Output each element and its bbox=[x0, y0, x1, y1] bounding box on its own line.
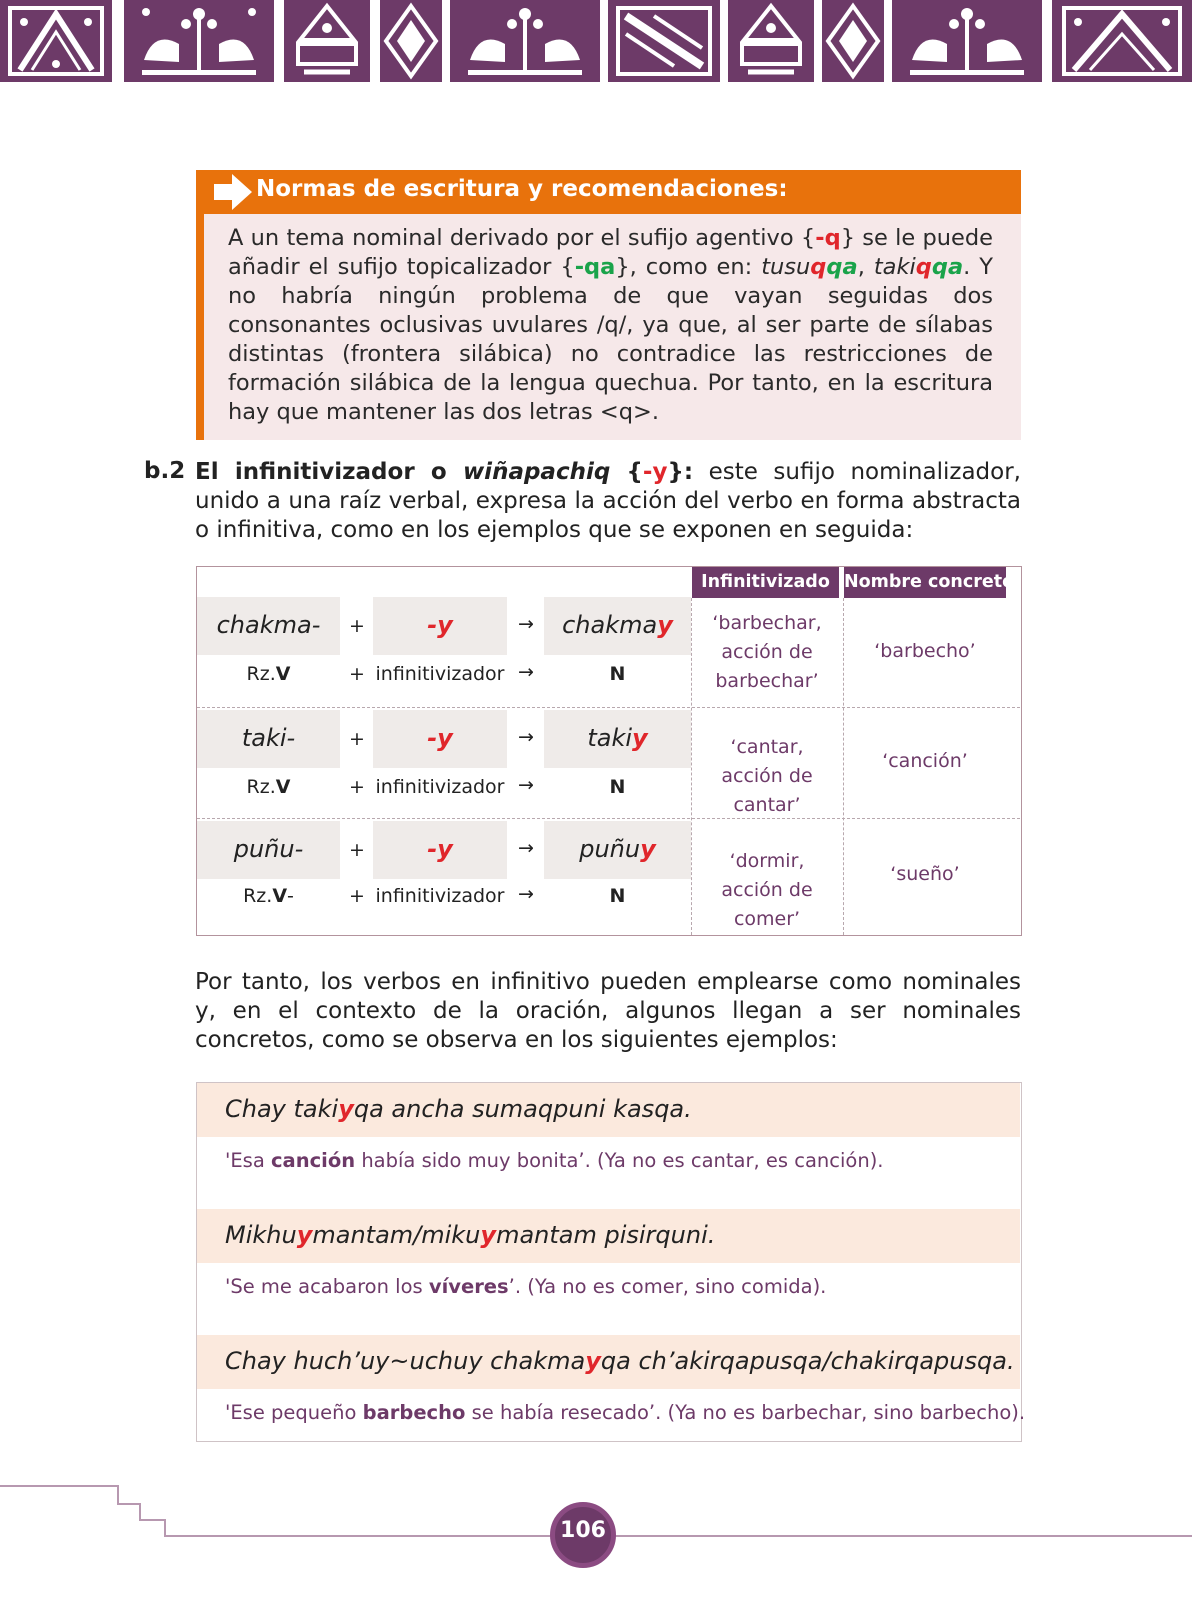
concrete-gloss: ‘barbecho’ bbox=[874, 640, 976, 662]
plus-sign: + bbox=[349, 776, 365, 798]
examples-box bbox=[196, 1082, 1026, 1442]
example-sentence: Mikhuymantam/mikuymantam pisirquni. bbox=[225, 1221, 716, 1249]
result-word: puñuy bbox=[579, 835, 656, 863]
column-divider bbox=[691, 598, 692, 935]
arrow-icon: → bbox=[518, 837, 534, 859]
temple-icon bbox=[284, 0, 370, 82]
example-translation: 'Esa canción había sido muy bonita’. (Ya no es cantar, es canción). bbox=[225, 1149, 884, 1172]
root-label: Rz.V- bbox=[243, 885, 294, 907]
suffix-y: -y bbox=[427, 724, 453, 752]
temple-icon bbox=[728, 0, 814, 82]
section-number: b.2 bbox=[144, 458, 186, 484]
page-number: 106 bbox=[560, 1518, 606, 1543]
conclusion-paragraph: Por tanto, los verbos en infinitivo pueden emplearse como nominales y, en el contexto de la oración, algunos llegan a ser nominales concretos, como se observa en los siguientes ejemplos: bbox=[195, 969, 1021, 1053]
example-translation: 'Se me acabaron los víveres’. (Ya no es comer, sino comida). bbox=[225, 1275, 827, 1298]
plus-sign: + bbox=[349, 615, 365, 637]
result-word: takiy bbox=[587, 724, 648, 752]
suffix-label: infinitivizador bbox=[375, 885, 505, 907]
example-sentence: Chay takiyqa ancha sumaqpuni kasqa. bbox=[225, 1095, 692, 1123]
suffix-label: infinitivizador bbox=[375, 663, 505, 685]
col-header-infinitive: Infinitivizado bbox=[692, 567, 839, 598]
recommendation-header bbox=[204, 170, 1021, 214]
plus-sign: + bbox=[349, 728, 365, 750]
concrete-gloss: ‘canción’ bbox=[882, 750, 968, 772]
verb-root: chakma- bbox=[216, 611, 321, 639]
birds-tree-icon bbox=[124, 0, 274, 82]
root-label: Rz.V bbox=[246, 663, 291, 685]
col-header-concrete: Nombre concreto bbox=[844, 567, 1006, 598]
result-label: N bbox=[609, 663, 626, 685]
infinitive-gloss: ‘barbechar, acción de barbechar’ bbox=[712, 612, 822, 692]
recommendation-text: A un tema nominal derivado por el sufijo agentivo {-q} se le puede añadir el sufijo topicalizador {-qa}, como en: tusuqqa, takiqqa. Y no habría ningún problema de que vayan seguidas dos consonantes oclusivas uvulares /q/, ya que, al ser parte de sílabas distintas (frontera silábica) no contradice las restricciones de formación silábica de la lengua quechua. Por tanto, en la escritura hay que mantener las dos letras <q>. bbox=[228, 225, 993, 425]
example-translation: 'Ese pequeño barbecho se había resecado’. (Ya no es barbechar, sino barbecho). bbox=[225, 1401, 1026, 1424]
concrete-gloss: ‘sueño’ bbox=[890, 863, 960, 885]
column-divider bbox=[843, 598, 844, 935]
verb-root: puñu- bbox=[233, 835, 304, 863]
root-label: Rz.V bbox=[246, 776, 291, 798]
infinitive-gloss: ‘dormir, acción de comer’ bbox=[721, 850, 813, 930]
diamond-pattern-icon bbox=[822, 0, 884, 82]
arrow-icon: → bbox=[518, 726, 534, 748]
arrow-right-icon bbox=[212, 172, 254, 212]
plus-sign: + bbox=[349, 663, 365, 685]
row-divider bbox=[197, 707, 1020, 708]
recommendation-title: Normas de escritura y recomendaciones: bbox=[256, 176, 788, 202]
decorative-header bbox=[0, 0, 1192, 84]
verb-root: taki- bbox=[241, 724, 296, 752]
suffix-y: -y bbox=[427, 611, 453, 639]
plus-sign: + bbox=[349, 839, 365, 861]
row-divider bbox=[197, 818, 1020, 819]
weave-pattern-icon bbox=[0, 0, 112, 82]
weave-pattern-icon bbox=[608, 0, 720, 82]
arrow-icon: → bbox=[518, 661, 534, 683]
infinitive-gloss: ‘cantar, acción de cantar’ bbox=[721, 736, 813, 816]
morphology-table bbox=[196, 566, 1022, 936]
arrow-icon: → bbox=[518, 613, 534, 635]
arrow-icon: → bbox=[518, 883, 534, 905]
result-word: chakmay bbox=[562, 611, 673, 639]
section-b2-text: El infinitivizador o wiñapachiq {-y}: este sufijo nominalizador, unido a una raíz verbal, expresa la acción del verbo en forma abstracta o infinitiva, como en los ejemplos que se exponen en seguida: bbox=[195, 459, 1021, 543]
suffix-label: infinitivizador bbox=[375, 776, 505, 798]
arrow-icon: → bbox=[518, 774, 534, 796]
result-label: N bbox=[609, 776, 626, 798]
weave-pattern-icon bbox=[1052, 0, 1192, 82]
example-sentence: Chay huch’uy~uchuy chakmayqa ch’akirqapusqa/chakirqapusqa. bbox=[225, 1347, 1015, 1375]
suffix-y: -y bbox=[427, 835, 453, 863]
diamond-pattern-icon bbox=[380, 0, 442, 82]
plus-sign: + bbox=[349, 885, 365, 907]
result-label: N bbox=[609, 885, 626, 907]
birds-tree-icon bbox=[892, 0, 1042, 82]
birds-tree-icon bbox=[450, 0, 600, 82]
recommendation-box bbox=[196, 170, 1021, 440]
